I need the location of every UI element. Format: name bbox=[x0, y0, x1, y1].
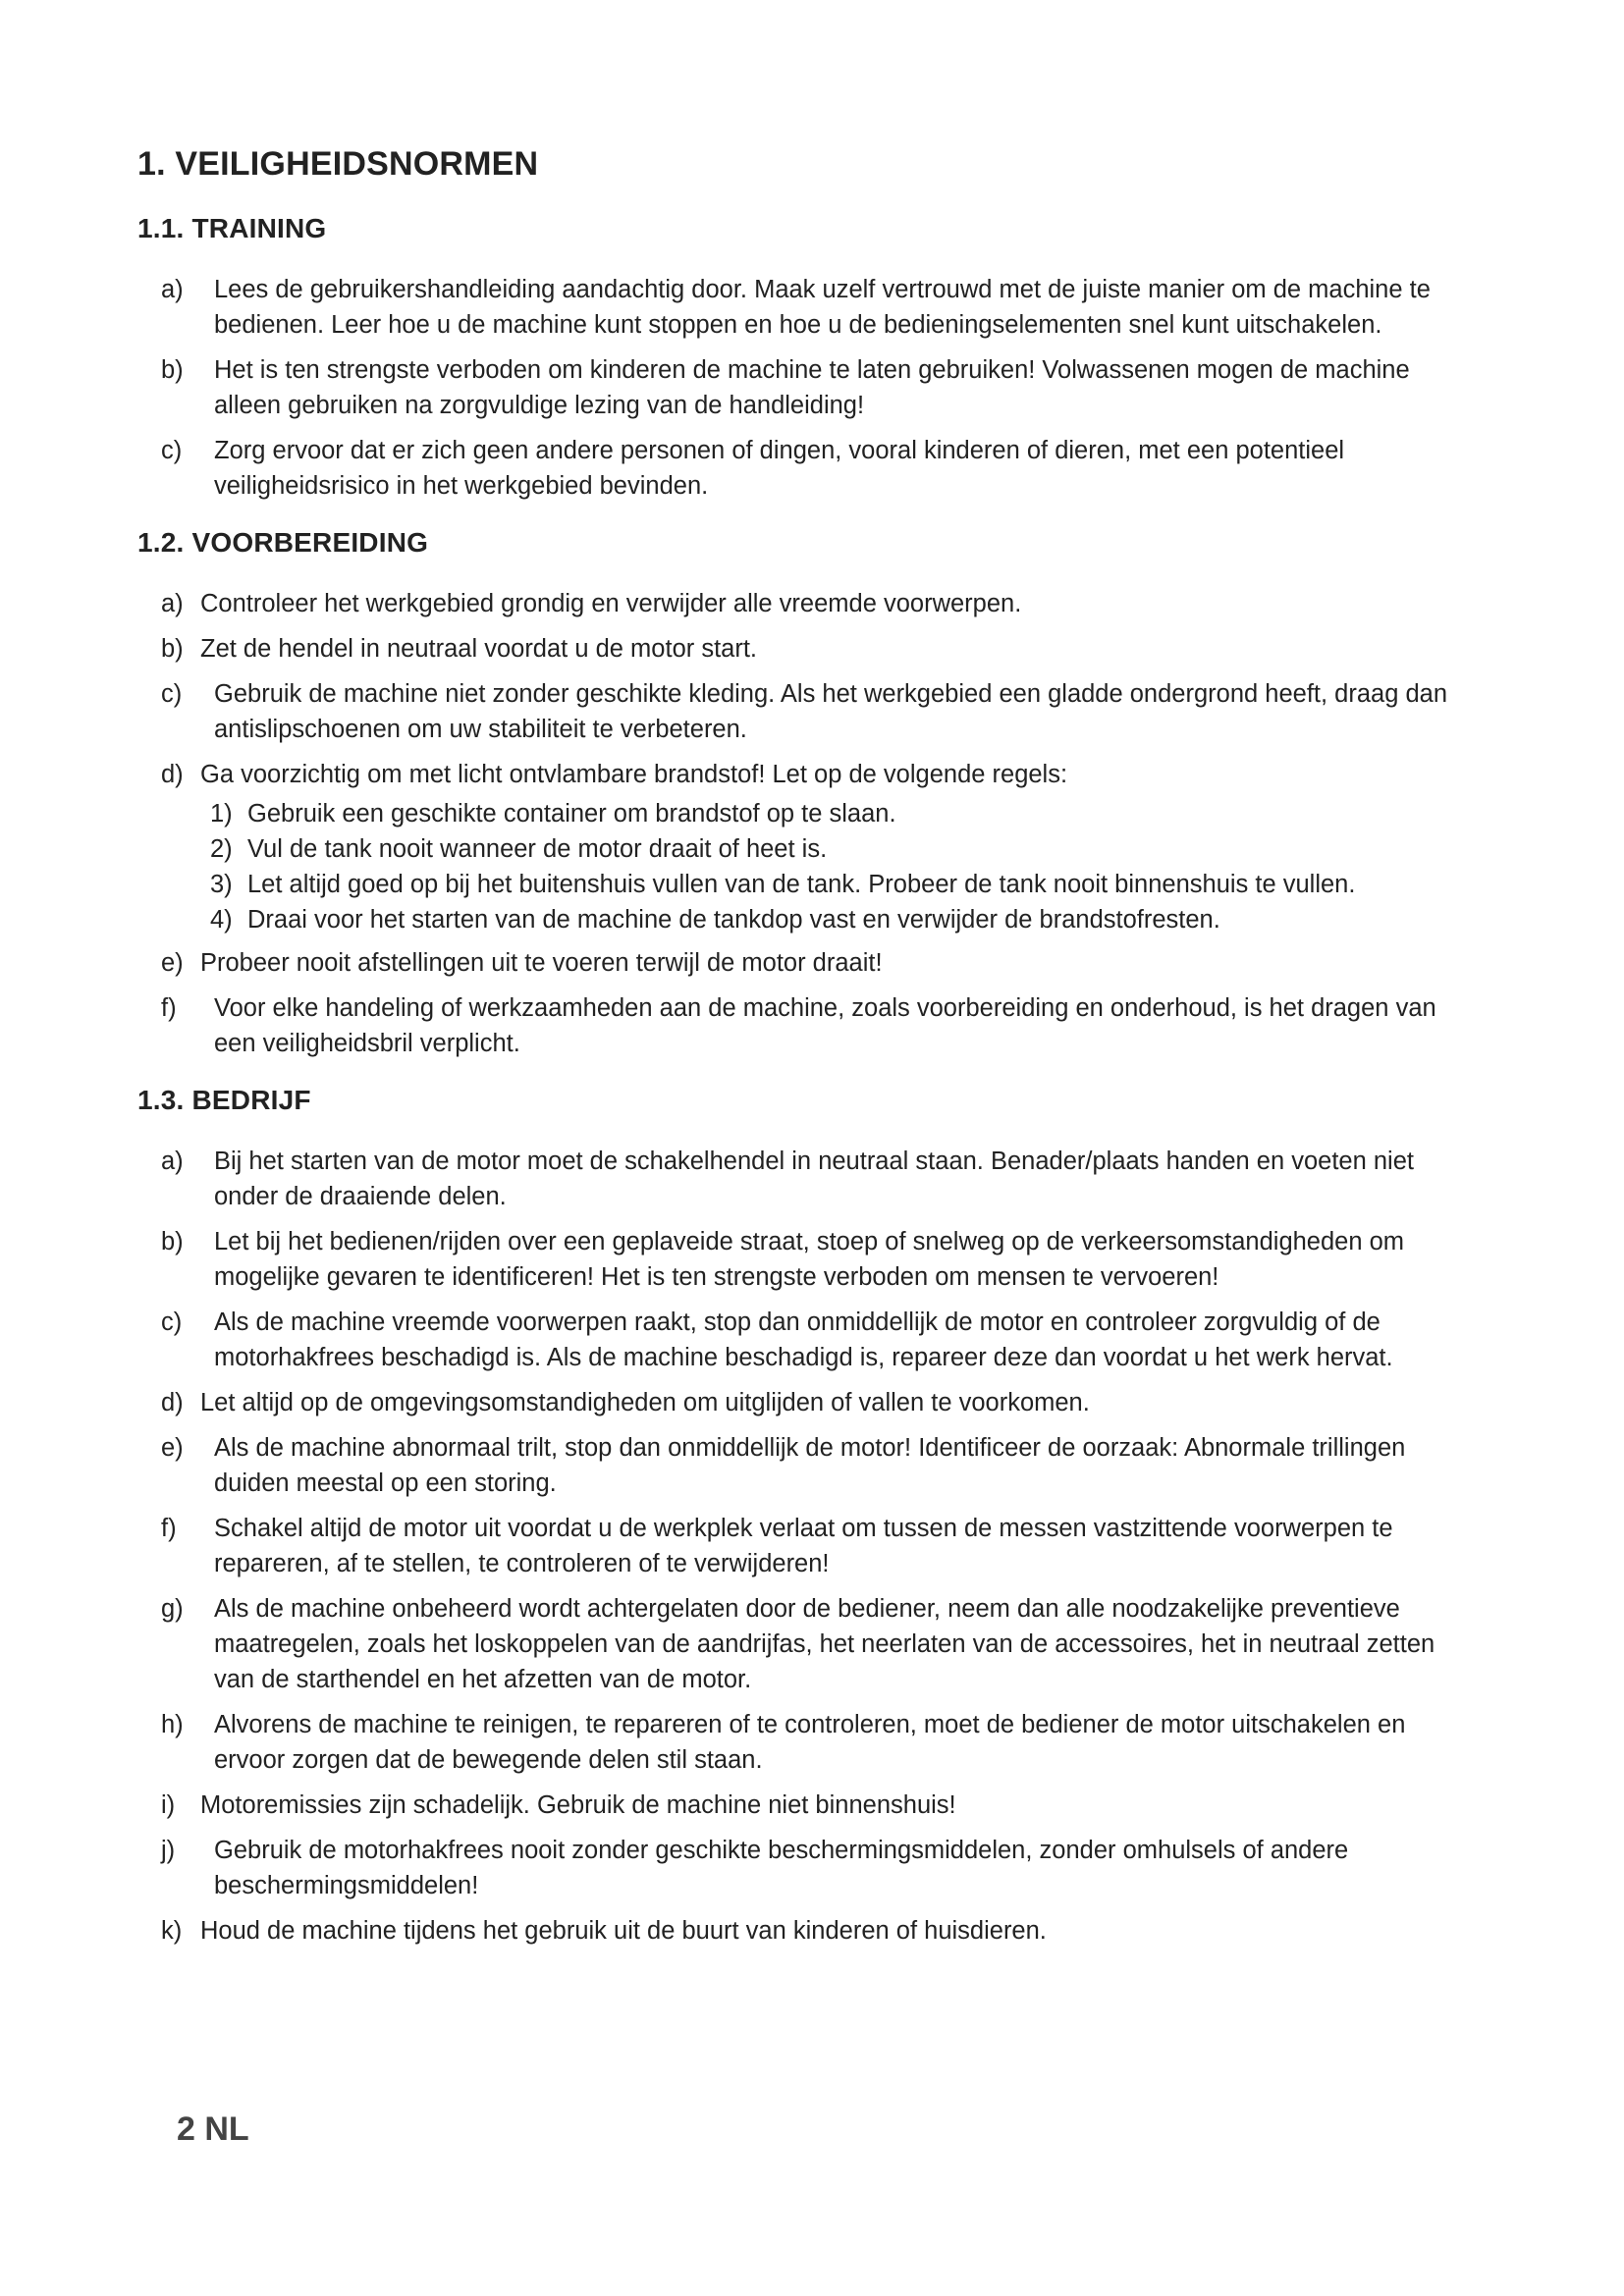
sub-item-text: Let altijd goed op bij het buitenshuis vullen van de tank. Probeer de tank nooit binnenshuis te vullen. bbox=[247, 871, 1356, 898]
item-text: Probeer nooit afstellingen uit te voeren terwijl de motor draait! bbox=[200, 949, 883, 977]
sub-item-label: 4) bbox=[210, 906, 233, 934]
item-label: d) bbox=[161, 1389, 184, 1416]
section-training bbox=[137, 213, 1465, 504]
item-label: e) bbox=[161, 949, 184, 977]
item-label: c) bbox=[161, 680, 183, 708]
list-item bbox=[137, 1144, 1465, 1214]
item-label: a) bbox=[161, 1148, 184, 1175]
list-item bbox=[137, 272, 1465, 343]
page-title: 1. VEILIGHEIDSNORMEN bbox=[137, 145, 539, 183]
item-text: Bij het starten van de motor moet de schakelhendel in neutraal staan. Benader/plaats handen en voeten niet onder de draaiende delen. bbox=[214, 1148, 1414, 1210]
sub-list bbox=[137, 796, 1465, 937]
list-item bbox=[137, 676, 1465, 747]
item-label: c) bbox=[161, 437, 183, 464]
item-text: Gebruik de motorhakfrees nooit zonder geschikte beschermingsmiddelen, zonder omhulsels of andere beschermingsmiddelen! bbox=[214, 1837, 1349, 1899]
item-label: e) bbox=[161, 1434, 184, 1462]
item-text: Zet de hendel in neutraal voordat u de motor start. bbox=[200, 635, 758, 663]
list-item bbox=[137, 1305, 1465, 1375]
list-item bbox=[137, 990, 1465, 1061]
item-label: j) bbox=[161, 1837, 176, 1864]
page-content bbox=[137, 145, 1465, 1972]
list-item bbox=[137, 1833, 1465, 1903]
item-text: Motoremissies zijn schadelijk. Gebruik de machine niet binnenshuis! bbox=[200, 1791, 956, 1819]
sub-list-item bbox=[137, 867, 1465, 902]
item-text: Let altijd op de omgevingsomstandigheden om uitglijden of vallen te voorkomen. bbox=[200, 1389, 1090, 1416]
item-text: Zorg ervoor dat er zich geen andere personen of dingen, vooral kinderen of dieren, met een potentieel veiligheidsrisico in het werkgebied bevinden. bbox=[214, 437, 1345, 500]
sub-item-label: 1) bbox=[210, 800, 233, 828]
item-label: k) bbox=[161, 1917, 183, 1945]
list-item bbox=[137, 433, 1465, 504]
item-label: b) bbox=[161, 1228, 184, 1255]
item-text: Als de machine onbeheerd wordt achtergelaten door de bediener, neem dan alle noodzakelijke preventieve maatregelen, zoals het loskoppelen van de aandrijfas, het neerlaten van de accessoires, het in neutraal zetten van de starthendel en het afzetten van de motor. bbox=[214, 1595, 1435, 1693]
item-text: Lees de gebruikershandleiding aandachtig door. Maak uzelf vertrouwd met de juiste manier om de machine te bedienen. Leer hoe u de machine kunt stoppen en hoe u de bedieningselementen snel kunt uitschakelen. bbox=[214, 276, 1431, 339]
list-item bbox=[137, 586, 1465, 621]
item-text: Als de machine vreemde voorwerpen raakt, stop dan onmiddellijk de motor en controleer zorgvuldig of de motorhakfrees beschadigd is. Als de machine beschadigd is, repareer deze dan voordat u het werk hervat. bbox=[214, 1308, 1393, 1371]
item-text: Het is ten strengste verboden om kinderen de machine te laten gebruiken! Volwassenen mogen de machine alleen gebruiken na zorgvuldige lezing van de handleiding! bbox=[214, 356, 1410, 419]
sub-list-item bbox=[137, 796, 1465, 831]
sub-list-item bbox=[137, 831, 1465, 867]
list-item bbox=[137, 631, 1465, 667]
item-label: f) bbox=[161, 1515, 177, 1542]
list-item bbox=[137, 1385, 1465, 1420]
item-text: Controleer het werkgebied grondig en verwijder alle vreemde voorwerpen. bbox=[200, 590, 1022, 617]
item-label: c) bbox=[161, 1308, 183, 1336]
item-text: Als de machine abnormaal trilt, stop dan onmiddellijk de motor! Identificeer de oorzaak: Abnormale trillingen duiden meestal op een storing. bbox=[214, 1434, 1406, 1497]
item-label: a) bbox=[161, 276, 184, 303]
page-number: 2 NL bbox=[177, 2110, 249, 2148]
item-text: Let bij het bedienen/rijden over een geplaveide straat, stoep of snelweg op de verkeersomstandigheden om mogelijke gevaren te identificeren! Het is ten strengste verboden om mensen te vervoeren! bbox=[214, 1228, 1405, 1291]
list-item bbox=[137, 1430, 1465, 1501]
section-voorbereiding bbox=[137, 527, 1465, 1061]
item-label: i) bbox=[161, 1791, 176, 1819]
item-text: Alvorens de machine te reinigen, te repareren of te controleren, moet de bediener de motor uitschakelen en ervoor zorgen dat de bewegende delen stil staan. bbox=[214, 1711, 1406, 1774]
sub-item-text: Gebruik een geschikte container om brandstof op te slaan. bbox=[247, 800, 896, 828]
item-text: Gebruik de machine niet zonder geschikte kleding. Als het werkgebied een gladde ondergrond heeft, draag dan antislipschoenen om uw stabiliteit te verbeteren. bbox=[214, 680, 1448, 743]
item-text: Schakel altijd de motor uit voordat u de werkplek verlaat om tussen de messen vastzittende voorwerpen te repareren, af te stellen, te controleren of te verwijderen! bbox=[214, 1515, 1393, 1577]
list-item bbox=[137, 945, 1465, 981]
list-item bbox=[137, 1224, 1465, 1295]
sub-item-label: 3) bbox=[210, 871, 233, 898]
list-item bbox=[137, 757, 1465, 792]
sub-item-text: Draai voor het starten van de machine de tankdop vast en verwijder de brandstofresten. bbox=[247, 906, 1220, 934]
item-label: d) bbox=[161, 761, 184, 788]
section-heading: 1.1. TRAINING bbox=[137, 213, 327, 243]
item-label: a) bbox=[161, 590, 184, 617]
item-text: Ga voorzichtig om met licht ontvlambare brandstof! Let op de volgende regels: bbox=[200, 761, 1068, 788]
sub-item-text: Vul de tank nooit wanneer de motor draait of heet is. bbox=[247, 835, 828, 863]
item-text: Houd de machine tijdens het gebruik uit de buurt van kinderen of huisdieren. bbox=[200, 1917, 1047, 1945]
sub-item-label: 2) bbox=[210, 835, 233, 863]
item-label: b) bbox=[161, 635, 184, 663]
item-text: Voor elke handeling of werkzaamheden aan de machine, zoals voorbereiding en onderhoud, is het dragen van een veiligheidsbril verplicht. bbox=[214, 994, 1436, 1057]
section-heading: 1.2. VOORBEREIDING bbox=[137, 527, 429, 558]
list-item bbox=[137, 1511, 1465, 1581]
item-label: h) bbox=[161, 1711, 184, 1738]
list-item bbox=[137, 1591, 1465, 1697]
item-label: g) bbox=[161, 1595, 184, 1623]
sub-list-item bbox=[137, 902, 1465, 937]
item-label: f) bbox=[161, 994, 177, 1022]
list-item bbox=[137, 352, 1465, 423]
list-item bbox=[137, 1788, 1465, 1823]
list-item bbox=[137, 1707, 1465, 1778]
list-item bbox=[137, 1913, 1465, 1949]
section-heading: 1.3. BEDRIJF bbox=[137, 1085, 311, 1115]
item-label: b) bbox=[161, 356, 184, 384]
section-bedrijf bbox=[137, 1085, 1465, 1949]
